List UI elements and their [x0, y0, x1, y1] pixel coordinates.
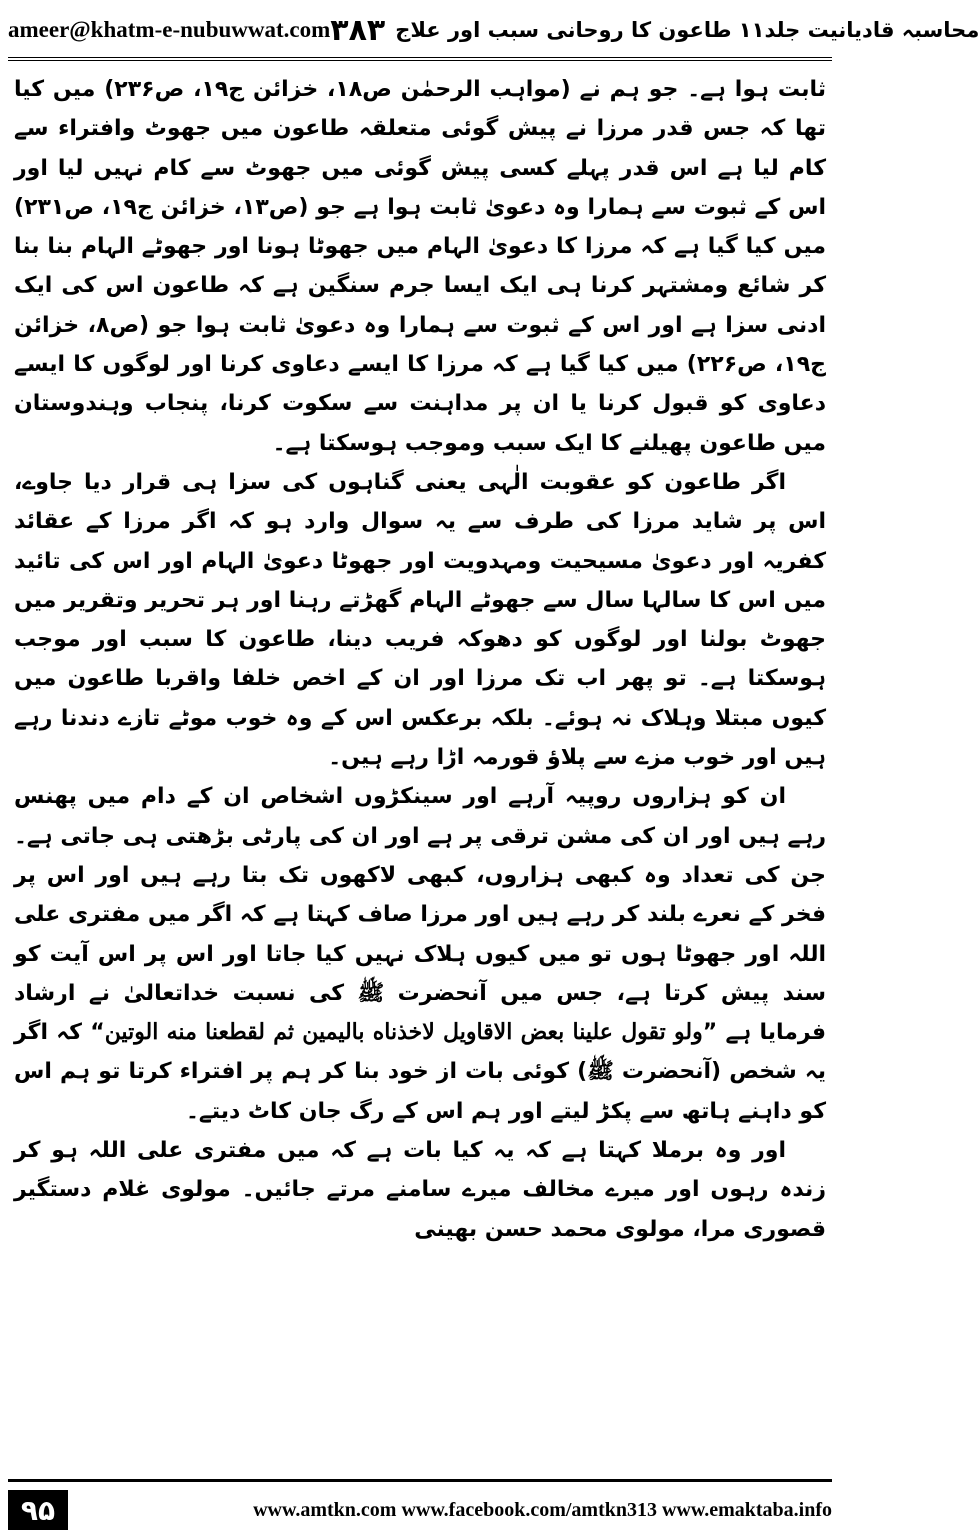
header-right-group [330, 13, 979, 48]
page-header [8, 4, 979, 56]
paragraph-3-continuation: “ کہ اگر یہ شخص (آنحضرت ﷺ) کوئی بات از خود بنا کر ہم پر افتراء کرتا تو ہم اس کو داہنے ہاتھ سے پکڑ لیتے اور ہم اس کے رگ جان کاٹ دیتے۔ [14, 1020, 826, 1124]
header-page-number: ۳۸۳ [330, 12, 386, 48]
footer-divider [8, 1479, 832, 1482]
footer-page-number: ۹۵ [8, 1490, 68, 1530]
quran-quote: ولو تقول علینا بعض الاقاویل لاخذناه بالیمین ثم لقطعنا منه الوتین [104, 1019, 703, 1046]
header-title: محاسبہ قادیانیت جلد۱۱ طاعون کا روحانی سبب اور علاج [395, 18, 979, 42]
paragraph-3 [14, 777, 826, 1131]
paragraph-1: ثابت ہوا ہے۔ جو ہم نے (مواہب الرحمٰن ص۱۸، خزائن ج۱۹، ص۲۳۶) میں کیا تھا کہ جس قدر مرزا نے پیش گوئی متعلقہ طاعون میں جھوٹ وافتراء سے کام لیا ہے اس قدر پہلے کسی پیش گوئی میں جھوٹ سے کام نہیں لیا اور اس کے ثبوت سے ہمارا وہ دعویٰ ثابت ہوا ہے جو (ص۱۳، خزائن ج۱۹، ص۲۳۱) میں کیا گیا ہے کہ مرزا کا دعویٰ الہام میں جھوٹا ہونا اور جھوٹے الہام بنا بنا کر شائع ومشتہر کرنا ہی ایک ایسا جرم سنگین ہے کہ طاعون اس کی ایک ادنی سزا ہے اور اس کے ثبوت سے ہمارا وہ دعویٰ ثابت ہوا جو (ص۸، خزائن ج۱۹، ص۲۲۶) میں کیا گیا ہے کہ مرزا کا ایسے دعاوی کرنا اور لوگوں کا ایسے دعاوی کو قبول کرنا یا ان پر مداہنت سے سکوت کرنا، پنجاب وہندوستان میں طاعون پھیلنے کا ایک سبب وموجب ہوسکتا ہے۔ [14, 77, 826, 456]
body-text [14, 70, 826, 1450]
header-divider [8, 57, 832, 61]
paragraph-3-text: ان کو ہزاروں روپیہ آرہے اور سینکڑوں اشخاص ان کے دام میں پھنس رہے ہیں اور ان کی مشن ترقی پر ہے اور ان کی پارٹی بڑھتی ہی جاتی ہے۔ جن کی تعداد وہ کبھی ہزاروں، کبھی لاکھوں تک بتا رہے ہیں اور اس پر فخر کے نعرے بلند کر رہے ہیں اور مرزا صاف کہتا ہے کہ اگر میں مفتری علی اللہ اور جھوٹا ہوں تو میں کیوں ہلاک نہیں کیا جاتا اور اس پر اس آیت کو سند پیش کرتا ہے، جس میں آنحضرت ﷺ کی نسبت خداتعالیٰ نے ارشاد فرمایا ہے ” [14, 784, 826, 1046]
paragraph-4: اور وہ برملا کہتا ہے کہ یہ کیا بات ہے کہ میں مفتری علی اللہ ہو کر زندہ رہوں اور میرے مخالف میرے سامنے مرتے جائیں۔ مولوی غلام دستگیر قصوری مرا، مولوی محمد حسن بھینی [14, 1138, 826, 1242]
footer-links: www.amtkn.com www.facebook.com/amtkn313 www.emaktaba.info [253, 1498, 832, 1521]
paragraph-2: اگر طاعون کو عقوبت الٰہی یعنی گناہوں کی سزا ہی قرار دیا جاوے، اس پر شاید مرزا کی طرف سے یہ سوال وارد ہو کہ اگر مرزا کے عقائد کفریہ اور دعویٰ مسیحیت ومہدویت اور جھوٹا دعویٰ الہام اور اس کی تائید میں اس کا سالہا سال سے جھوٹے الہام گھڑتے رہنا اور ہر تحریر وتقریر میں جھوٹ بولنا اور لوگوں کو دھوکہ فریب دینا، طاعون کا سبب اور موجب ہوسکتا ہے۔ تو پھر اب تک مرزا اور ان کے اخص خلفا واقربا طاعون میں کیوں مبتلا وہلاک نہ ہوئے۔ بلکہ برعکس اس کے وہ خوب موٹے تازے دندنا رہے ہیں اور خوب مزے سے پلاؤ قورمہ اڑا رہے ہیں۔ [14, 469, 826, 771]
page-footer [8, 1488, 832, 1532]
header-email: ameer@khatm-e-nubuwwat.com [8, 17, 331, 42]
